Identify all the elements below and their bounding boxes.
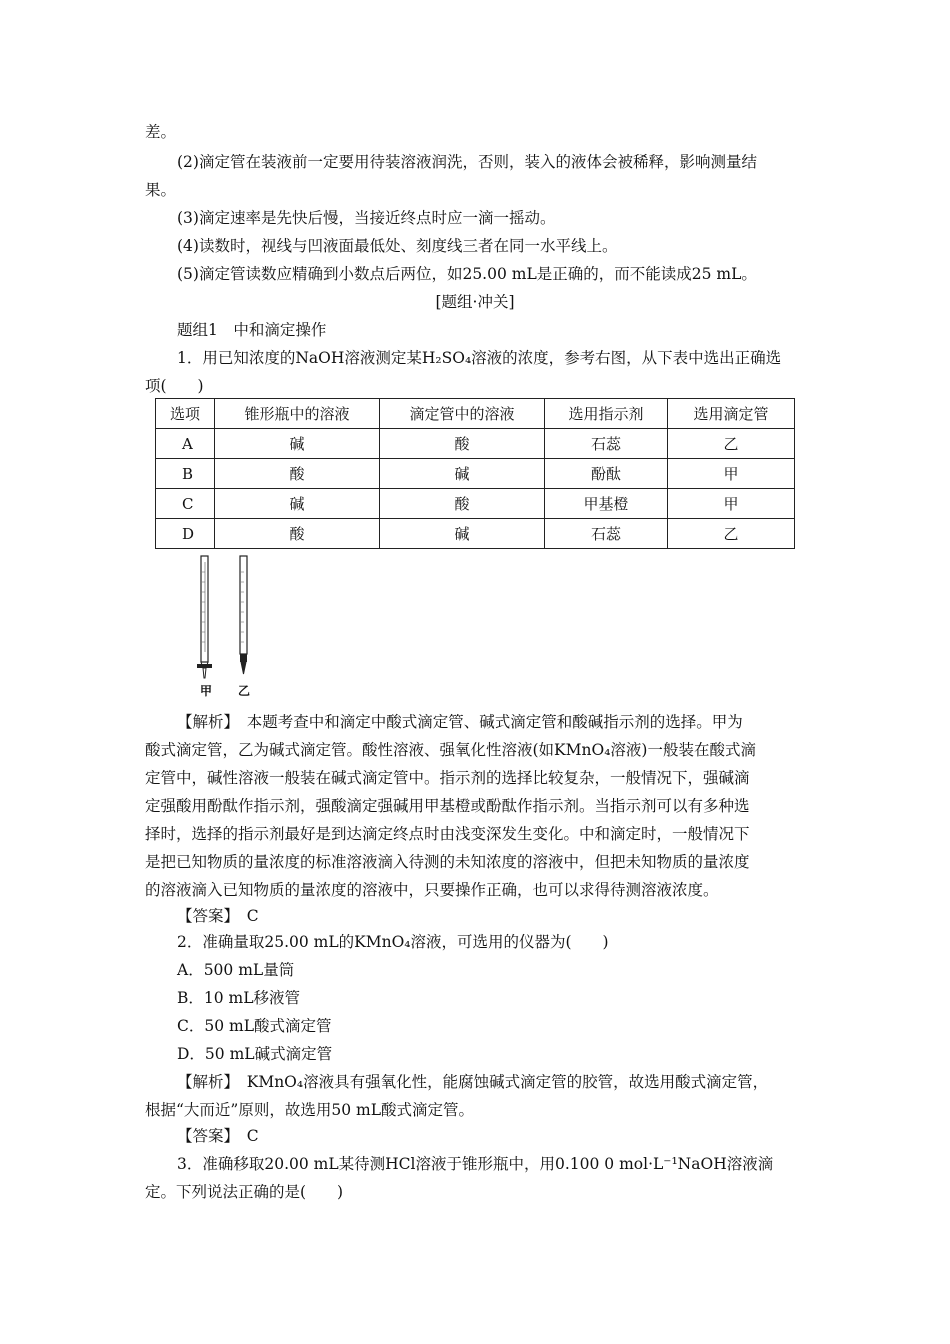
text-line: (2)滴定管在装液前一定要用待装溶液润洗，否则，装入的液体会被稀释，影响测量结 [177,153,757,171]
text-line: 差。 [145,123,177,141]
table-cell: 乙 [668,429,795,459]
base-burette-drawing [240,556,247,674]
table-cell: 甲 [668,459,795,489]
table-cell: 酸 [215,519,380,549]
option-item: C．50 mL酸式滴定管 [177,1017,332,1035]
table-row [156,459,795,489]
answer-2: 【答案】 C [177,1127,259,1145]
figure-label-right: 乙 [238,684,251,698]
option-item: B．10 mL移液管 [177,989,301,1007]
analysis-line: 【解析】 KMnO₄溶液具有强氧化性，能腐蚀碱式滴定管的胶管，故选用酸式滴定管， [177,1073,769,1091]
table-row [156,519,795,549]
analysis-line: 是把已知物质的量浓度的标准溶液滴入待测的未知浓度的溶液中，但把未知物质的量浓度 [145,853,750,871]
analysis-line: 【解析】 本题考查中和滴定中酸式滴定管、碱式滴定管和酸碱指示剂的选择。甲为 [177,713,743,731]
text-line: 果。 [145,181,177,199]
table-header: 选用指示剂 [545,399,668,429]
analysis-line: 择时，选择的指示剂最好是到达滴定终点时由浅变深发生变化。中和滴定时，一般情况下 [145,825,750,843]
table-cell: 酸 [380,429,545,459]
option-item: D．50 mL碱式滴定管 [177,1045,333,1063]
analysis-line: 定管中，碱性溶液一般装在碱式滴定管中。指示剂的选择比较复杂，一般情况下，强碱滴 [145,769,750,787]
group-title: 题组1 中和滴定操作 [177,321,327,339]
table-header: 选用滴定管 [668,399,795,429]
table-cell: 酚酞 [545,459,668,489]
table-header: 选项 [156,399,215,429]
table-row [156,489,795,519]
burette-figure [190,552,270,700]
table-header: 滴定管中的溶液 [380,399,545,429]
text-line: (3)滴定速率是先快后慢，当接近终点时应一滴一摇动。 [177,209,556,227]
table-cell: D [156,519,215,549]
figure-label-left: 甲 [200,684,213,698]
table-cell: A [156,429,215,459]
question-3-stem-cont: 定。下列说法正确的是( ) [145,1183,344,1201]
table-cell: B [156,459,215,489]
analysis-line: 根据“大而近”原则，故选用50 mL酸式滴定管。 [145,1101,474,1119]
table-cell: 酸 [215,459,380,489]
section-title: [题组·冲关] [435,293,515,311]
table-cell: 乙 [668,519,795,549]
analysis-line: 定强酸用酚酞作指示剂，强酸滴定强碱用甲基橙或酚酞作指示剂。当指示剂可以有多种选 [145,797,750,815]
table-cell: 酸 [380,489,545,519]
question-2-stem: 2．准确量取25.00 mL的KMnO₄溶液，可选用的仪器为( ) [177,933,609,951]
acid-burette-drawing [197,556,212,678]
question-1-stem: 1．用已知浓度的NaOH溶液测定某H₂SO₄溶液的浓度，参考右图，从下表中选出正确选 [177,349,782,367]
table-cell: 甲基橙 [545,489,668,519]
option-item: A．500 mL量筒 [177,961,295,979]
analysis-line: 酸式滴定管，乙为碱式滴定管。酸性溶液、强氧化性溶液(如KMnO₄溶液)一般装在酸式滴 [145,741,756,759]
table-cell: 碱 [380,519,545,549]
table-cell: 碱 [380,459,545,489]
question-1-stem-cont: 项( ) [145,377,204,395]
table-header: 锥形瓶中的溶液 [215,399,380,429]
text-line: (5)滴定管读数应精确到小数点后两位，如25.00 mL是正确的，而不能读成25 mL。 [177,265,757,283]
table-cell: 甲 [668,489,795,519]
options-table [155,398,795,549]
question-3-stem: 3．准确移取20.00 mL某待测HCl溶液于锥形瓶中，用0.100 0 mol·L⁻¹NaOH溶液滴 [177,1155,774,1173]
answer-1: 【答案】 C [177,907,259,925]
table-header-row [156,399,795,429]
table-cell: 碱 [215,489,380,519]
table-cell: C [156,489,215,519]
table-row [156,429,795,459]
table-cell: 石蕊 [545,429,668,459]
table-cell: 碱 [215,429,380,459]
table-cell: 石蕊 [545,519,668,549]
analysis-line: 的溶液滴入已知物质的量浓度的溶液中，只要操作正确，也可以求得待测溶液浓度。 [145,881,719,899]
text-line: (4)读数时，视线与凹液面最低处、刻度线三者在同一水平线上。 [177,237,618,255]
